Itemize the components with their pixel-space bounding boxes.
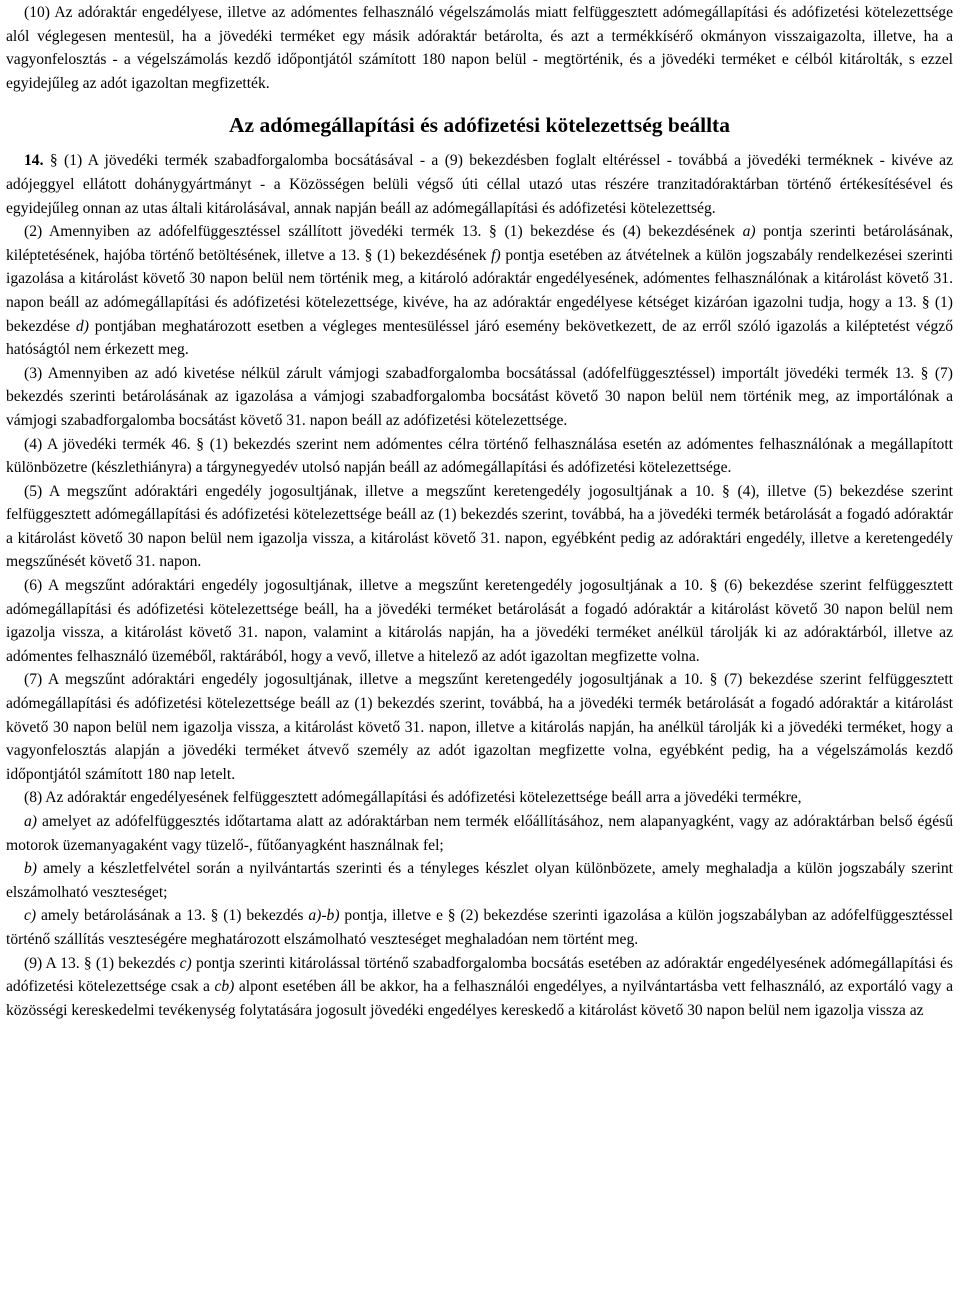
paragraph: (7) A megszűnt adóraktári engedély jogosultjának, illetve a megszűnt keretengedély jogosultjának a 10. § (7) bekezdése szerint felfüggesztett adómegállapítási és adófizetési kötelezettsége beáll az (1) bekezdés szerint, továbbá, ha a jövedéki termék betárolását a fogadó adóraktár a kitárolást követő 30 napon belül nem igazolja vissza, a kitárolást követő 31. napon, illetve a kitárolás napján, ha anélkül tárolják ki a jövedéki terméket, hogy a vagyonfelosztás alapján a jövedéki terméket átvevő személy az adót igazoltan megfizette volna, egyébként pedig, ha a végelszámolás kezdő időpontjától számított 180 nap letelt. xyxy=(6,671,953,783)
point-reference: f) xyxy=(491,246,501,264)
point-reference: c) xyxy=(24,907,37,925)
paragraph: (4) A jövedéki termék 46. § (1) bekezdés szerint nem adómentes célra történő felhasználása esetén az adómentes felhasználónak a megállapított különbözetre (készlethiányra) a tárgynegyedév utolsó napján beáll az adómegállapítási és adófizetési kötelezettsége. xyxy=(6,435,953,477)
text-segment: amely a készletfelvétel során a nyilvántartás szerinti és a tényleges készlet olyan különbözete, amely meghaladja a külön jogszabály szerint elszámolható veszteséget; xyxy=(6,860,953,901)
point-reference: a) xyxy=(742,223,756,241)
point-reference: c) xyxy=(179,954,192,972)
text-segment: pontja esetében az átvételnek a külön jogszabály rendelkezései szerinti igazolása a kitárolást követő 30 napon belül nem történik meg, a kitároló adóraktár engedélyesének, adómentes felhasználónak a kitárolást követő 31. napon beáll az adómegállapítási és adófizetési kötelezettsége, kivéve, ha az adóraktár engedélyese kétséget kizáróan igazolni tudja, hogy a 13. § (1) bekezdése xyxy=(6,246,953,335)
paragraph xyxy=(6,952,953,1023)
point-reference: d) xyxy=(75,317,89,335)
text-segment: pontjában meghatározott esetben a végleges mentesüléssel járó esemény bekövetkezett, de az erről szóló igazolás a kiléptetést végző hatóságtól nem érkezett meg. xyxy=(6,317,954,359)
text-segment: pontja, illetve e § (2) bekezdése szerinti igazolása a külön jogszabályban az adófelfüggesztéssel történő szállítás veszteségére meghatározott elszámolható veszteséget meghaladóan nem történt meg. xyxy=(6,907,954,948)
point-reference: a)-b) xyxy=(308,907,340,925)
text-segment: (9) A 13. § (1) bekezdés xyxy=(24,954,180,972)
section-heading: Az adómegállapítási és adófizetési kötelezettség beállta xyxy=(229,113,730,138)
text-segment: § (1) A jövedéki termék szabadforgalomba bocsátásával - a (9) bekezdésben foglalt eltéréssel - továbbá a jövedéki terméknek - kivéve az adójeggyel ellátott dohánygyártmányt - a Közösségen belüli végső úti céllal utazó utas részére tranzitadóraktárban történő értékesítésével és egyidejűleg onnan az utas általi kitárolásával, annak napján beáll az adómegállapítási és adófizetési kötelezettség. xyxy=(6,152,953,217)
text-segment: (2) Amennyiben az adófelfüggesztéssel szállított jövedéki termék 13. § (1) bekezdése és (4) bekezdésének xyxy=(24,223,743,241)
text-segment: amely betárolásának a 13. § (1) bekezdés xyxy=(36,907,309,925)
paragraph xyxy=(6,149,953,220)
paragraph xyxy=(6,810,953,857)
section-number: 14. xyxy=(24,152,44,170)
paragraph xyxy=(6,904,953,951)
point-reference: a) xyxy=(24,813,37,830)
paragraph xyxy=(6,857,953,904)
text-segment: pontja szerinti kitárolással történő szabadforgalomba bocsátás esetében az adóraktár engedélyesének adómegállapítási és adófizetési kötelezettsége csak a xyxy=(6,954,953,996)
paragraph: (3) Amennyiben az adó kivetése nélkül zárult vámjogi szabadforgalomba bocsátással (adófelfüggesztéssel) importált jövedéki termék 13. § (7) bekezdés szerinti betárolásának az igazolása a vámjogi szabadforgalomba bocsátást követő 30 napon belül nem történik meg, az importálónak a vámjogi szabadforgalomba bocsátást követő 31. napon beáll az adófizetési kötelezettsége. xyxy=(6,364,953,429)
paragraph: (10) Az adóraktár engedélyese, illetve az adómentes felhasználó végelszámolás miatt felfüggesztett adómegállapítási és adófizetési kötelezettsége alól véglegesen mentesül, ha a jövedéki terméket egy másik adóraktár betárolta, és azt a termékkísérő okmányon visszaigazolta, illetve, ha a vagyonfelosztás - a végelszámolás kezdő időpontjától számított 180 napon belül - megtörténik, és a jövedéki terméket e célból kitárolták, s ezzel egyidejűleg az adót igazoltan megfizették. xyxy=(6,4,953,92)
text-segment: pontja szerinti betárolásának, kiléptetésének, hajóba történő betöltésének, illetve a 13. § (1) bekezdésének xyxy=(6,223,953,264)
paragraph: (5) A megszűnt adóraktári engedély jogosultjának, illetve a megszűnt keretengedély jogosultjának a 10. § (4), illetve (5) bekezdése szerint felfüggesztett adómegállapítási és adófizetési kötelezettsége beáll az (1) bekezdés szerint, továbbá, ha a jövedéki termék betárolását a fogadó adóraktár a kitárolást követő 30 napon belül nem igazolja vissza, a kitárolást követő 31. napon, egyébként pedig az adóraktári engedély, illetve a keretengedély megszűnését követő 31. napon. xyxy=(6,482,953,571)
text-segment: alpont esetében áll be akkor, ha a felhasználói engedélyes, a nyilvántartásba vett felhasználó, az exportáló vagy a közösségi kereskedelmi tevékenység folytatására jogosult jövedéki engedélyes kereskedő a kitárolást követő 30 napon belül nem igazolja vissza az xyxy=(6,978,954,1019)
point-reference: b) xyxy=(24,860,37,878)
point-reference: cb) xyxy=(214,978,235,996)
text-segment: amelyet az adófelfüggesztés időtartama alatt az adóraktárban nem termék előállításához, nem alapanyagként, vagy az adóraktárban belső égésű motorok üzemanyagaként vagy tüzelő-, fűtőanyagként használnak fel; xyxy=(6,813,953,854)
paragraph: (6) A megszűnt adóraktári engedély jogosultjának, illetve a megszűnt keretengedély jogosultjának a 10. § (6) bekezdése szerint felfüggesztett adómegállapítási és adófizetési kötelezettsége beáll, ha a jövedéki terméket betárolását a fogadó adóraktár a kitárolást követő 30 napon belül nem igazolja vissza, a kitárolást követő 31. napon, valamint a kitárolás napján, ha a jövedéki terméket anélkül tárolják ki az adóraktárból, illetve az adómentes felhasználó üzeméből, raktárából, hogy a vevő, illetve a hitelező az adót igazoltan megfizette volna. xyxy=(6,577,953,665)
paragraph xyxy=(6,220,953,362)
paragraph: (8) Az adóraktár engedélyesének felfüggesztett adómegállapítási és adófizetési kötelezettsége beáll arra a jövedéki termékre, xyxy=(24,789,802,807)
